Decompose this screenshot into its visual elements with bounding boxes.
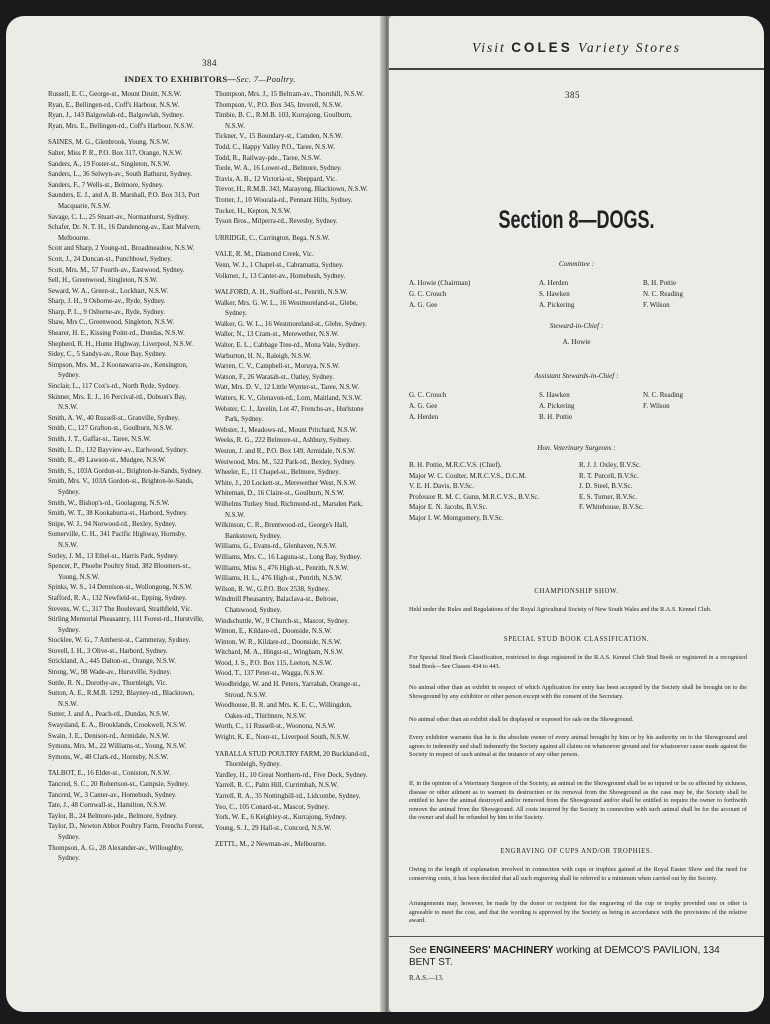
index-entry: Whiteman, D., 16 Claire-st., Goulburn, N.S.W.	[215, 490, 345, 498]
index-entry: Wilkinson, C. R., Brentwood-rd., George's Hall, Bankstown, Sydney.	[215, 522, 348, 540]
index-entry: Stevens, W. C., 317 The Boulevard, Strathfield, Vic.	[48, 605, 193, 613]
rule-1: No animal other than an exhibit in respect of which Application for entry has been accepted by the Society shall be brought on to the Showground by any exhibitor or other person except with the consent of the Secretary.	[409, 684, 747, 700]
index-entry: Walker, G. W. L., 16 Westmoreland-st., Glebe, Sydney.	[215, 320, 367, 328]
index-entry: Smith, R., 49 Lawson-st., Mudgee, N.S.W.	[48, 457, 167, 465]
special-heading: SPECIAL STUD BOOK CLASSIFICATION.	[503, 636, 650, 643]
index-entry: Travis, A. B., 12 Victoria-st., Sheppard, Vic.	[215, 175, 337, 183]
index-entry: Tucker, H., Kepton, N.S.W.	[215, 207, 292, 215]
index-entry: Williams, G., Evans-rd., Glenhaven, N.S.W.	[215, 543, 337, 551]
championship-heading: CHAMPIONSHIP SHOW.	[534, 588, 619, 595]
index-column-2	[215, 90, 372, 865]
person-name: A. G. Gee	[409, 402, 438, 410]
index-entry: Shaw, Mrs C., Greenwood, Singleton, N.S.W.	[48, 319, 175, 327]
engraving-heading: ENGRAVING OF CUPS AND/OR TROPHIES.	[500, 848, 653, 855]
person-name: G. C. Crouch	[409, 290, 447, 298]
index-entry: Webster, C. J., Javelin, Lot 47, Frenchs-av., Hurlstone Park, Sydney.	[215, 405, 364, 424]
index-entry: Yeo, C., 105 Conard-st., Mascot, Sydney.	[215, 803, 330, 811]
index-entry: Wheeler, E., 11 Chapel-st., Belmore, Sydney.	[215, 469, 340, 477]
index-entry: Tate, J., 48 Cornwall-st., Hamilton, N.S.W.	[48, 802, 167, 810]
index-entry: Swain, J. E., Denison-rd., Armidale, N.S.W.	[48, 732, 170, 740]
index-entry: Seward, W. A., Green-st., Lockhart, N.S.W.	[48, 287, 169, 295]
index-entry: Watters, K. V., Glenavon-rd., Lorn, Maitland, N.S.W.	[215, 395, 362, 403]
championship-text: Held under the Rules and Regulations of the Royal Agricultural Society of New South Wales and the R.A.S. Kennel Club.	[409, 606, 712, 613]
index-entry: Swaysland, E. A., Brooklands, Crookwell, N.S.W.	[48, 722, 187, 730]
index-entry: Simpson, Mrs. M., 2 Koonawarra-av., Kensington, Sydney.	[48, 361, 188, 380]
index-entry: Salter, Miss P. R., P.O. Box 317, Orange, N.S.W.	[48, 149, 183, 157]
index-entry: Volkmer, J., 13 Canter-av., Homebush, Sydney.	[215, 272, 346, 280]
person-name: B. H. Pottie	[539, 413, 573, 421]
index-entry: Tyson Bros., Milperra-rd., Revesby, Sydney.	[215, 218, 338, 226]
index-title-sub: Sec. 7—Poultry.	[236, 74, 296, 84]
index-entry: YARALLA STUD POULTRY FARM, 20 Buckland-rd., Thornleigh, Sydney.	[215, 750, 370, 769]
index-entry: Watt, Mrs. D. V., 12 Little Wynter-st., Taree, N.S.W.	[215, 384, 360, 392]
index-entry: Taylor, D., Newton Abbot Poultry Farm, Frenchs Forest, Sydney.	[48, 823, 204, 841]
index-entry: Weston, J. and R., P.O. Box 149, Armidale, N.S.W.	[215, 448, 356, 455]
index-entry: Smith, S., 103A Gordon-st., Brighton-le-Sands, Sydney.	[48, 467, 203, 475]
index-entry: Smith, L. D., 132 Bayview-av., Earlwood, Sydney.	[48, 446, 188, 454]
index-entry: Symons, Mrs. M., 22 Williams-st., Young, N.S.W.	[48, 743, 187, 751]
banner-pre: Visit	[472, 40, 506, 55]
vet-name: E. S. Turner, B.V.Sc.	[579, 492, 638, 501]
index-entry: Sharp, J. H., 9 Osborne-av., Ryde, Sydney.	[48, 298, 166, 306]
index-entry: Sutter, J. and A., Peach-rd., Dundas, N.S.W.	[48, 711, 170, 719]
index-entry: Sanders, L., 36 Selwyn-av., South Bathurst, Sydney.	[48, 171, 192, 179]
vet-name: Professor R. M. C. Gunn, M.R.C.V.S., B.V.Sc.	[409, 492, 540, 501]
index-entry: York, W. E., 6 Keighley-st., Kurrajong, Sydney.	[215, 814, 347, 822]
index-entry: Smith, A. W., 40 Russell-st., Granville, Sydney.	[48, 414, 180, 422]
index-entry: Timbie, B. C., R.M.B. 103, Kurrajong, Goulburn, N.S.W.	[215, 112, 352, 130]
index-entry: Sanders, A., 19 Foster-st., Singleton, N.S.W.	[48, 160, 171, 168]
person-name: A. Pickering	[539, 301, 575, 309]
index-columns	[48, 90, 372, 865]
index-entry: URRIDGE, C., Carrington, Bega, N.S.W.	[215, 234, 330, 242]
index-entry: Thompson, A. G., 28 Alexander-av., Willoughby, Sydney.	[48, 844, 184, 863]
index-entry: Russell, E. C., George-st., Mount Druitt, N.S.W.	[48, 91, 182, 98]
index-entry: Toole, W. A., 16 Lower-rd., Belmore, Sydney.	[215, 165, 342, 173]
section-title: Section 8—DOGS.	[498, 206, 655, 234]
index-entry: Sell, H., Greenwood, Singleton, N.S.W.	[48, 277, 158, 285]
index-entry: Ryan, J., 143 Balgowlah-rd., Balgowlah, Sydney.	[48, 112, 184, 120]
index-entry: Scott, Mrs. M., 57 Fourth-av., Eastwood, Sydney.	[48, 266, 185, 274]
index-entry: TALBOT, E., 16 Elder-st., Coniston, N.S.W.	[48, 770, 171, 778]
banner-brand: COLES	[511, 40, 573, 55]
person-name: A. G. Gee	[409, 301, 438, 309]
index-entry: Sharp, P. L., 9 Osborne-av., Ryde, Sydney.	[48, 308, 166, 316]
index-entry: Spencer, P., Phoebe Poultry Stud, 382 Bloomers-st., Young, N.S.W.	[48, 563, 191, 581]
index-title	[48, 74, 372, 84]
engineers-machinery-ad	[409, 944, 737, 968]
page-number-right: 385	[565, 90, 580, 100]
index-entry: Stirling Memorial Pheasantry, 111 Forest-rd., Hurstville, Sydney.	[48, 616, 204, 634]
index-entry: Scott and Sharp, 2 Young-rd., Broadmeadow, N.S.W.	[48, 245, 195, 253]
vet-name: R. J. J. Oxley, B.V.Sc.	[579, 461, 641, 469]
index-entry: ZETTL, M., 2 Newman-av., Melbourne.	[215, 841, 327, 849]
index-entry: Woodhouse, B. R. and Mrs. K. E. C., Willingdon, Oakes-rd., Thirlmere, N.S.W.	[215, 702, 352, 720]
index-entry: Sanders, F., 7 Wells-st., Belmore, Sydney.	[48, 181, 164, 189]
person-name: S. Hawken	[539, 391, 570, 399]
index-entry: Wood, J. S., P.O. Box 115, Leeton, N.S.W.	[215, 659, 333, 667]
index-entry: Warren, C. V., Campbell-st., Moruya, N.S.W.	[215, 363, 340, 371]
index-entry: Sorley, J. M., 13 Ethel-st., Harris Park, Sydney.	[48, 552, 179, 560]
special-text: For Special Stud Book Classification, restricted to dogs registered in the R.A.S. Kennel Club Stud Book or registered in a recognised Stud Book—See Classes 434 to 443.	[409, 654, 747, 670]
person-name: F. Wilson	[643, 402, 670, 410]
banner-post: Variety Stores	[578, 40, 681, 55]
engraving-text: Owing to the length of explanation involved in connection with cups or trophies gained at the Royal Easter Show and the need for conserving costs, it has been decided that all such engraving shall be referred to a minimum when carried out by the Society.	[409, 866, 747, 882]
index-entry: Stafford, R. A., 132 Newfield-st., Epping, Sydney.	[48, 594, 187, 602]
index-entry: Saunders, E. J., and A. B. Marshall, P.O. Box 313, Port Macquarie, N.S.W.	[48, 192, 200, 210]
index-entry: Stovell, I. H., 3 Olive-st., Harbord, Sydney.	[48, 647, 168, 655]
index-entry: Shearer, H. E., Kissing Point-rd., Dundas, N.S.W.	[48, 330, 185, 338]
index-title-main: INDEX TO EXHIBITORS—	[124, 74, 237, 84]
index-entry: VALE, R. M., Diamond Creek, Vic.	[215, 251, 314, 259]
vet-name: R. T. Purcell, B.V.Sc.	[579, 471, 639, 480]
footer-reference: R.A.S.—13.	[409, 974, 444, 982]
vet-name: Major I. W. Montgomery, B.V.Sc.	[409, 513, 504, 522]
index-column-1	[48, 90, 205, 865]
person-name: A. Herden	[409, 413, 439, 421]
vet-name: J. D. Steel, B.V.Sc.	[579, 482, 633, 490]
index-entry: Somerville, C. H., 341 Pacific Highway, Hornsby, N.S.W.	[48, 531, 187, 549]
steward-label: Steward-in-Chief :	[549, 322, 604, 330]
index-entry: Young, S. J., 29 Hall-st., Concord, N.S.W.	[215, 824, 332, 832]
index-entry: Wright, K. E., Noor-st., Liverpool South, N.S.W.	[215, 734, 350, 742]
index-entry: Webster, J., Meadows-rd., Mount Pritchard, N.S.W.	[215, 426, 358, 434]
vets-list-right	[579, 460, 644, 513]
index-entry: Spinks, W. S., 14 Dennison-st., Wollongong, N.S.W.	[48, 584, 193, 592]
coles-banner	[389, 16, 764, 70]
index-entry: Winton, E., Kildare-rd., Doonside, N.S.W.	[215, 628, 332, 636]
index-entry: Venn, W. J., 1 Chapel-st., Cabramatta, Sydney.	[215, 261, 344, 269]
index-entry: Ryan, Mrs. E., Bellingen-rd., Coff's Harbour, N.S.W.	[48, 122, 194, 130]
index-entry: Smith, W. T., 38 Kookaburra-st., Harbord, Sydney.	[48, 510, 188, 518]
ad-pre: See	[409, 944, 427, 956]
index-entry: Woodbridge, W. and H. Peters, Yarrabah, Orange-st., Stroud, N.S.W.	[215, 681, 361, 699]
index-entry: Sinclair, L., 117 Cox's-rd., North Ryde, Sydney.	[48, 383, 180, 391]
person-name: A. Howie (Chairman)	[409, 279, 471, 287]
index-entry: Waller, N., 13 Cram-st., Merewether, N.S.W.	[215, 331, 339, 339]
index-entry: Skinner, Mrs. E. J., 16 Percival-rd., Dobson's Bay, N.S.W.	[48, 393, 187, 412]
index-entry: Yarrell, R. C., Palm Hill, Currimbah, N.S.W.	[215, 782, 339, 790]
index-entry: Yarrell, R. A., 35 Nottinghill-rd., Lidcombe, Sydney.	[215, 793, 361, 800]
index-entry: SAINES, M. G., Glenbrook, Young, N.S.W.	[48, 139, 170, 147]
vet-name: Major E. N. Jacobs, B.V.Sc.	[409, 503, 488, 511]
vet-name: Major W. C. Coulter, M.R.C.V.S., D.C.M.	[409, 471, 527, 480]
arrangements-text: Arrangements may, however, be made by the donor or recipient for the engraving of the cup or trophy provided one or other is agreeable to meet the cost, and that the wording is approved by the Society as being in accordance with the provisions of the relative award.	[409, 900, 747, 925]
index-entry: Smith, C., 127 Grafton-st., Goulburn, N.S.W.	[48, 425, 173, 433]
person-name: G. C. Crouch	[409, 391, 447, 399]
rule-2: No animal other than an exhibit shall be displayed or exposed for sale on the Showground.	[409, 716, 634, 723]
person-name: B. H. Pottie	[643, 279, 677, 287]
index-entry: Sutton, A. E., R.M.B. 1292, Blayney-rd., Blacktown, N.S.W.	[48, 690, 195, 708]
index-entry: Westwood, Mrs. M., 522 Park-rd., Bexley, Sydney.	[215, 458, 356, 466]
index-entry: Symons, W., 48 Clark-rd., Hornsby, N.S.W.	[48, 753, 169, 761]
index-entry: Watson, F., 26 Waratah-st., Oatley, Sydney.	[215, 373, 335, 381]
index-entry: White, J., 20 Lockett-st., Merewether West, N.S.W.	[215, 479, 357, 487]
index-entry: Savage, C. L., 25 Stuart-av., Normanhurst, Sydney.	[48, 213, 190, 221]
index-entry: Todd, C., Happy Valley P.O., Taree, N.S.W.	[215, 143, 335, 151]
index-entry: Warburton, H. N., Raleigh, N.S.W.	[215, 352, 312, 360]
index-entry: Williams, Mrs. C., 16 Laguna-st., Long Bay, Sydney.	[215, 553, 362, 561]
left-page	[6, 16, 384, 1012]
committee-label: Committee :	[558, 260, 595, 268]
vet-name: V. E. H. Davis, B.V.Sc.	[409, 482, 474, 490]
index-entry: Snipe, W. J., 94 Norwood-rd., Bexley, Sydney.	[48, 520, 177, 528]
ad-brand: ENGINEERS' MACHINERY	[429, 944, 554, 956]
rule-3: Every exhibitor warrants that he is the absolute owner of every animal brought by him or by his authority on to the Showground and agrees to indemnify and shall indemnify the Society against all claims on whatsoever ground and for whatsoever cause made against the Society in respect of such animal at the instance of any other person.	[409, 734, 747, 759]
index-entry: Strickland, A., 445 Dalton-st., Orange, N.S.W.	[48, 658, 176, 666]
index-entry: Sidey, C., 5 Sandys-av., Rose Bay, Sydney.	[48, 351, 167, 359]
index-entry: Todd, R., Railway-pde., Taree, N.S.W.	[215, 154, 322, 162]
index-entry: Walter, E. L., Cabbage Tree-rd., Mona Vale, Sydney.	[215, 342, 360, 350]
index-entry: Yardley, H., 10 Great Northern-rd., Five Dock, Sydney.	[215, 771, 368, 779]
index-entry: Suttle, R. N., Dorothy-av., Thornleigh, Vic.	[48, 679, 168, 687]
index-entry: Smith, W., Bishop's-rd., Goolagong, N.S.W.	[48, 499, 170, 507]
person-name: N. C. Reading	[643, 290, 684, 298]
index-entry: Witchard, M. A., Hingst-st., Wingham, N.S.W.	[215, 649, 344, 657]
rule-4: If, in the opinion of a Veterinary Surgeon of the Society, an animal on the Showground shall be so injured or be so affected by sickness, disease or other ailment as to warrant its destruction or its removal from the Showground as the case may be, the Society shall be entitled to have the animal destroyed and/or removed from the Showground and/or shall be entitled to require the owner to forthwith remove the animal from the Showground. All costs incurred by the Society in connection with such animal shall be for the account of the owner and shall be refunded by him to the Society.	[409, 780, 747, 822]
ad-post: working at DEMCO'S PAVILION, 134 BENT ST.	[409, 944, 720, 968]
vet-name: F. Whitehouse, B.V.Sc.	[579, 503, 644, 511]
footer-divider	[389, 936, 764, 937]
assistant-stewards-label: Assistant Stewards-in-Chief :	[534, 372, 619, 380]
index-entry: Thompson, V., P.O. Box 345, Inverell, N.S.W.	[215, 101, 342, 109]
page-number-left: 384	[202, 58, 217, 68]
index-entry: Stocklee, W. G., 7 Amherst-st., Cammeray, Sydney.	[48, 637, 191, 645]
index-entry: Williams, Miss S., 476 High-st., Penrith, N.S.W.	[215, 564, 349, 572]
index-entry: Ryan, E., Bellingen-rd., Coff's Harbour, N.S.W.	[48, 101, 180, 109]
person-name: N. C. Reading	[643, 391, 684, 399]
index-entry: Tickner, V., 15 Boundary-st., Camden, N.S.W.	[215, 133, 343, 141]
index-entry: Weeks, R. G., 222 Belmore-st., Ashbury, Sydney.	[215, 437, 351, 445]
index-entry: Winton, W. R., Kildare-rd., Doonside, N.S.W.	[215, 638, 342, 646]
index-entry: Worth, C., 11 Russell-st., Woonona, N.S.W.	[215, 723, 336, 731]
vet-name: B. H. Pottie, M.R.C.V.S. (Chief).	[409, 461, 502, 469]
index-entry: Wilhelms Turkey Stud, Richmond-rd., Marsden Park, N.S.W.	[215, 500, 363, 519]
person-name: F. Wilson	[643, 301, 670, 309]
index-entry: Windschuttle, W., 9 Church-st., Mascot, Sydney.	[215, 617, 350, 625]
index-entry: Scott, J., 24 Duncan-st., Punchbowl, Sydney.	[48, 255, 172, 263]
person-name: A. Herden	[539, 279, 569, 287]
index-entry: Schafer, Dr. N. T. H., 16 Dandenong-av., East Malvern, Melbourne.	[48, 224, 201, 242]
index-entry: Smith, J. T., Gaffar-st., Taree, N.S.W.	[48, 436, 151, 443]
right-page	[389, 16, 764, 1012]
person-name: S. Hawken	[539, 290, 570, 298]
index-entry: Wood, T., 137 Peter-st., Wagga, N.S.W.	[215, 670, 324, 678]
steward-name: A. Howie	[562, 338, 591, 346]
index-entry: Walker, Mrs. G. W. L., 16 Westmoreland-st., Glebe, Sydney.	[215, 299, 358, 318]
index-entry: Williams, H. L., 476 High-st., Penrith, N.S.W.	[215, 575, 343, 583]
index-entry: Shepherd, R. H., Hume Highway, Liverpool, N.S.W.	[48, 340, 193, 348]
vets-list-left	[409, 460, 539, 523]
index-entry: Tancred, S. C., 20 Robertson-st., Campsie, Sydney.	[48, 781, 190, 788]
vets-label: Hon. Veterinary Surgeons :	[537, 444, 616, 452]
index-entry: Trevor, H., R.M.B. 343, Marayong, Blacktown, N.S.W.	[215, 186, 368, 194]
index-entry: Strong, W., 98 Wade-av., Hurstville, Sydney.	[48, 669, 172, 677]
index-entry: Thompson, Mrs. J., 15 Beltram-av., Thornhill, N.S.W.	[215, 91, 364, 98]
index-entry: Windmill Pheasantry, Balaclava-st., Belrose, Chatswood, Sydney.	[215, 596, 339, 614]
index-entry: Smith, Mrs. V., 103A Gordon-st., Brighton-le-Sands, Sydney.	[48, 478, 194, 496]
index-entry: Taylor, B., 24 Belmore-pde., Belmore, Sydney.	[48, 812, 178, 820]
index-entry: Wilson, R. W., G.P.O. Box 2538, Sydney.	[215, 585, 330, 593]
index-entry: WALFORD, A. H., Stafford-st., Penrith, N.S.W.	[215, 289, 348, 297]
index-entry: Trotter, J., 10 Woorala-rd., Pennant Hills, Sydney.	[215, 196, 353, 204]
index-entry: Tancred, W., 3 Canter-av., Homebush, Sydney.	[48, 791, 177, 799]
person-name: A. Pickering	[539, 402, 575, 410]
